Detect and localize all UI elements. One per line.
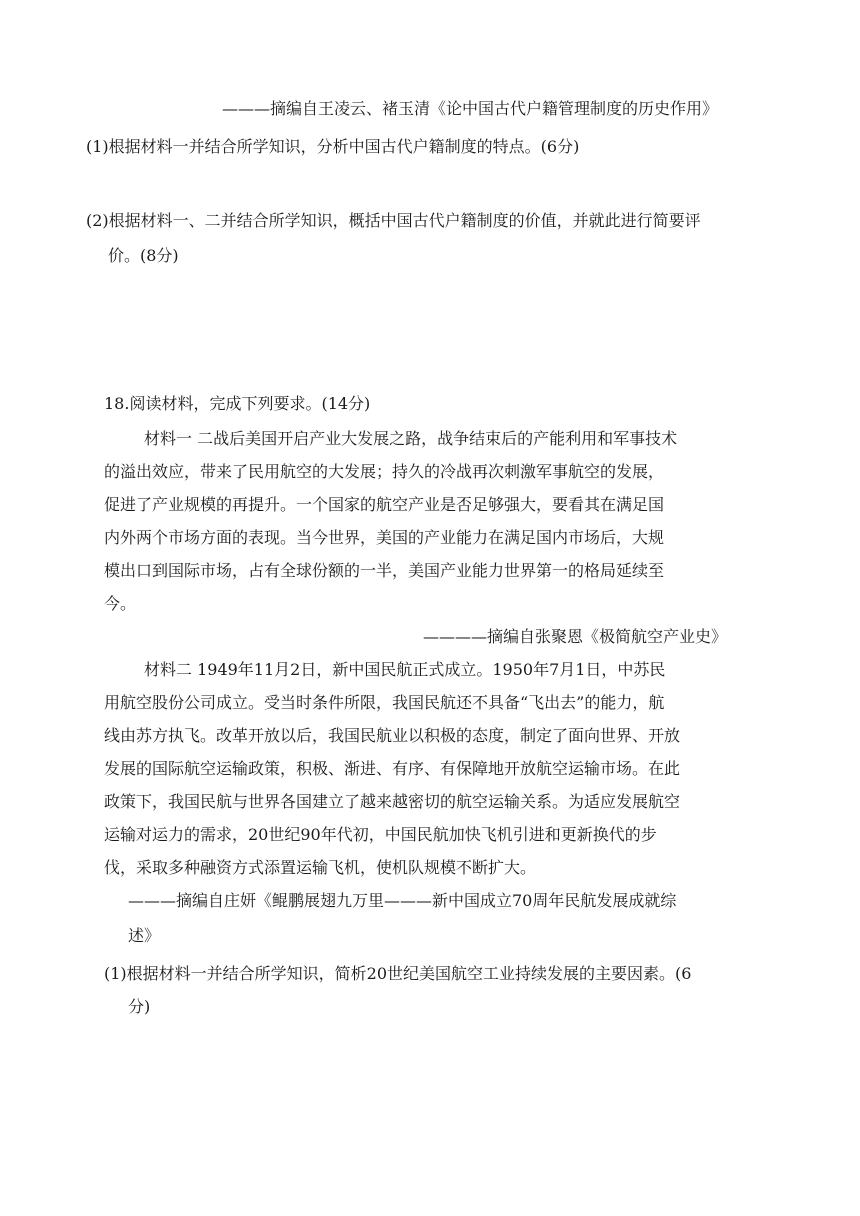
- material-2-citation-line2: 述》: [128, 926, 161, 945]
- material-2-line: 政策下，我国民航与世界各国建立了越来越密切的航空运输关系。为适应发展航空: [104, 792, 681, 811]
- material-2-line: 用航空股份公司成立。受当时条件所限，我国民航还不具备“飞出去”的能力，航: [104, 693, 665, 712]
- material-2-line: 伐，采取多种融资方式添置运输飞机，使机队规模不断扩大。: [104, 858, 537, 877]
- material-2-line: 材料二 1949年11月2日，新中国民航正式成立。1950年7月1日，中苏民: [144, 660, 666, 679]
- material-2-line: 运输对运力的需求，20世纪90年代初，中国民航加快飞机引进和更新换代的步: [104, 825, 657, 844]
- question-18-1-line1: (1)根据材料一并结合所学知识，简析20世纪美国航空工业持续发展的主要因素。(6: [104, 964, 692, 983]
- material-1-line: 促进了产业规模的再提升。一个国家的航空产业是否足够强大，要看其在满足国: [104, 495, 665, 514]
- material-1-line: 的溢出效应，带来了民用航空的大发展；持久的冷战再次刺激军事航空的发展，: [104, 462, 665, 481]
- question-2-part1-line1: (2)根据材料一、二并结合所学知识，概括中国古代户籍制度的价值，并就此进行简要评: [86, 211, 701, 230]
- citation-wang-chu: ———摘编自王凌云、褚玉清《论中国古代户籍管理制度的历史作用》: [222, 99, 719, 118]
- material-1-line: 内外两个市场方面的表现。当今世界，美国的产业能力在满足国内市场后，大规: [104, 528, 665, 547]
- material-1-line: 模出口到国际市场，占有全球份额的一半，美国产业能力世界第一的格局延续至: [104, 561, 665, 580]
- material-2-line: 发展的国际航空运输政策，积极、渐进、有序、有保障地开放航空运输市场。在此: [104, 759, 681, 778]
- material-1-line: 材料一 二战后美国开启产业大发展之路，战争结束后的产能利用和军事技术: [144, 429, 678, 448]
- question-18-header: 18.阅读材料，完成下列要求。(14分): [104, 394, 371, 413]
- material-2-citation-line1: ———摘编自庄妍《鲲鹏展翅九万里———新中国成立70周年民航发展成就综: [128, 891, 677, 910]
- material-1-citation: ————摘编自张聚恩《极简航空产业史》: [423, 627, 728, 646]
- material-1-line: 今。: [104, 594, 137, 613]
- question-18-1-line2: 分): [128, 997, 151, 1016]
- question-1-part1: (1)根据材料一并结合所学知识，分析中国古代户籍制度的特点。(6分): [86, 137, 580, 156]
- material-2-line: 线由苏方执飞。改革开放以后，我国民航业以积极的态度，制定了面向世界、开放: [104, 726, 681, 745]
- question-2-part1-line2: 价。(8分): [108, 246, 179, 265]
